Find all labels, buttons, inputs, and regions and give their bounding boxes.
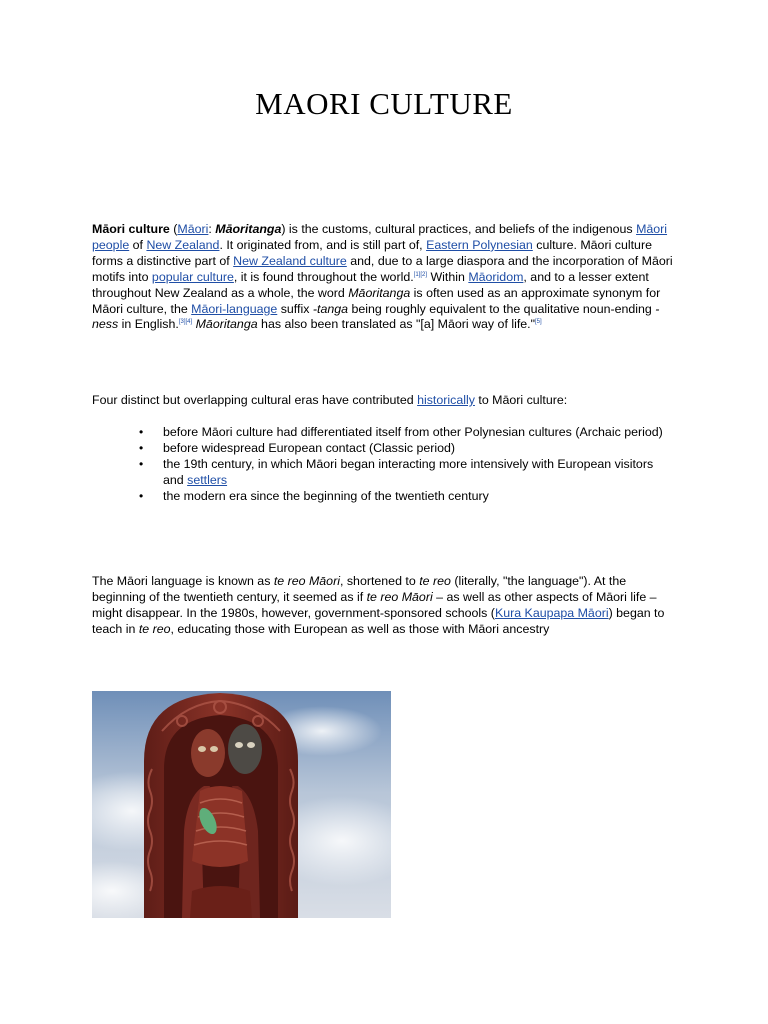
maori-carving-illustration (92, 691, 391, 918)
term-bold: Māori culture (92, 222, 170, 236)
text-span: , educating those with European as well as those with Māori ancestry (170, 621, 550, 636)
italic-term: Māoritanga (195, 317, 258, 332)
text-span: , and to a lesser extent throughout New Zealand as a whole, the word (92, 269, 649, 300)
list-item: • before widespread European contact (Classic period) (92, 441, 674, 457)
native-term: Māoritanga (215, 222, 282, 236)
kura-kaupapa-maori-link[interactable]: Kura Kaupapa Māori (494, 605, 609, 620)
text-span: and, due to a large diaspora and the incorporation of Māori motifs into (92, 253, 673, 284)
historically-link[interactable]: historically (417, 393, 475, 407)
italic-term: te reo (419, 574, 451, 588)
text-span: has also been translated as "[a] Māori way of life." (257, 317, 536, 332)
reference-4[interactable]: [4] (185, 319, 193, 326)
text-span: Within (427, 269, 469, 284)
italic-term: te reo Māori (273, 574, 340, 588)
text-span: culture. Māori culture forms a distinctive part of (92, 237, 652, 268)
text-span: ) began to teach in (92, 605, 665, 636)
new-zealand-culture-link[interactable]: New Zealand culture (233, 253, 347, 268)
italic-term: -tanga (312, 301, 349, 316)
list-item (92, 457, 674, 489)
maori-language-link[interactable]: Māori (177, 222, 209, 236)
eras-list (92, 425, 674, 505)
text-span: – as well as other aspects of Māori life – might disappear. In the 1980s, however, government-sponsored schools ( (92, 589, 657, 620)
text-span: of (129, 237, 147, 252)
list-item: • the modern era since the beginning of the twentieth century (92, 489, 674, 505)
maori-language-suffix-link[interactable]: Māori-language (191, 301, 278, 316)
text-span: is often used as an approximate synonym for Māori culture, the (92, 285, 661, 316)
text-span: (literally, "the language"). At the beginning of the twentieth century, it seemed as if (92, 574, 627, 604)
text-span: suffix (277, 301, 313, 316)
text-span: , it is found throughout the world. (233, 269, 414, 284)
reference-3[interactable]: [3] (178, 319, 186, 326)
text-span: being roughly equivalent to the qualitative noun-ending (348, 301, 656, 316)
text-span: in English. (118, 317, 179, 332)
italic-term: Māoritanga (348, 285, 411, 300)
eastern-polynesian-link[interactable]: Eastern Polynesian (426, 237, 533, 252)
text-span: the 19th century, in which Māori began interacting more intensively with European visitors and (163, 456, 654, 487)
maori-carving-photo (92, 691, 391, 918)
list-item: • before Māori culture had differentiated itself from other Polynesian cultures (Archaic period) (92, 425, 674, 441)
text-span: to Māori culture: (474, 393, 568, 407)
eras-paragraph (92, 393, 674, 409)
page-title: MAORI CULTURE (255, 86, 513, 121)
italic-term: -ness (92, 301, 660, 332)
settlers-link[interactable]: settlers (187, 472, 228, 487)
text-span: . It originated from, and is still part of, (219, 237, 427, 252)
new-zealand-link[interactable]: New Zealand (146, 237, 220, 252)
maoridom-link[interactable]: Māoridom (468, 269, 524, 284)
maori-people-link[interactable]: Māori people (92, 222, 668, 252)
intro-paragraph (92, 222, 674, 333)
popular-culture-link[interactable]: popular culture (151, 269, 234, 284)
reference-5[interactable]: [5] (535, 319, 542, 326)
text-span: The Māori language is known as (92, 574, 274, 588)
reference-1-2[interactable]: [1][2] (413, 271, 428, 278)
text-span: ( (169, 222, 178, 236)
language-paragraph (92, 574, 674, 638)
italic-term: te reo (138, 621, 171, 636)
text-span: ) is the customs, cultural practices, and beliefs of the indigenous (281, 222, 637, 236)
italic-term: te reo Māori (366, 589, 433, 604)
text-span: : (208, 222, 216, 236)
text-span: Four distinct but overlapping cultural eras have contributed (92, 393, 418, 407)
text-span: , shortened to (339, 574, 420, 588)
